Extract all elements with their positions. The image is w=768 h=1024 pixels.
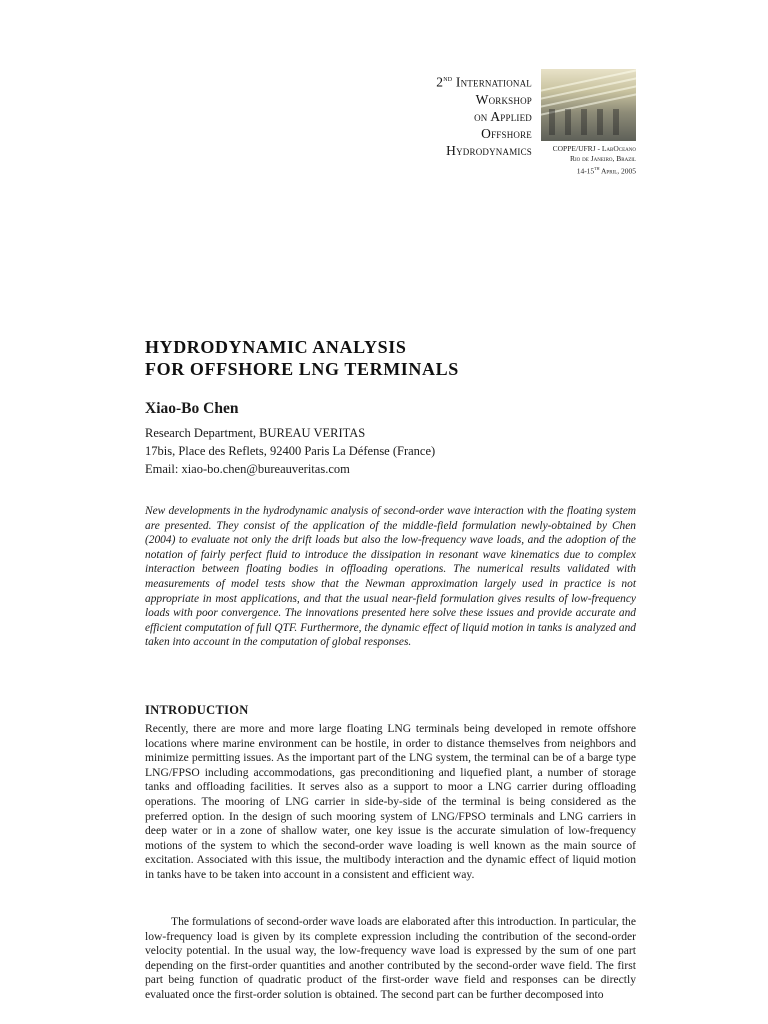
photo-structure [565, 109, 571, 135]
conference-title-line-3: on Applied [474, 108, 532, 124]
conference-title-word: International [455, 74, 532, 90]
conference-title-line-2: Workshop [475, 91, 532, 107]
conference-dates-sup: th [594, 165, 600, 172]
paper-title-line-2: FOR OFFSHORE LNG TERMINALS [145, 359, 459, 379]
abstract: New developments in the hydrodynamic analysis of second-order wave interaction with the floating system are presented. They consist of the application of the middle-field formulation newly-obtained by Chen (2004) to evaluate not only the drift loads but also the low-frequency wave loads, and the adoption of the notation of fairly perfect fluid to introduce the dissipation in resonant wave kinematics due to complex interaction between floating bodies in offloading operations. The numerical results validated with measurements of model tests show that the Newman approximation largely used in practice is not appropriate in most applications, and that the usual near-field formulation gives results of low-frequency loads with poor convergence. The innovations presented here solve these issues and provide accurate and efficient computation of full QTF. Furthermore, the dynamic effect of liquid motion in tanks is analyzed and taken into account in the computation of global responses. [145, 505, 636, 649]
photo-structure [597, 109, 603, 135]
conference-title-line-1 [380, 70, 532, 91]
conference-title-line-5: Hydrodynamics [446, 142, 532, 158]
body-paragraph: Recently, there are more and more large floating LNG terminals being developed in remote offshore locations where marine environment can be hostile, in order to distance themselves from neighbors and minimize permitting issues. As the important part of the LNG system, the terminal can be of a barge type LNG/FPSO including accommodations, gas preconditioning and liquefied plant, a number of storage tanks and offloading facilities. It serves also as a support to moor a LNG carrier during offloading operations. The mooring of LNG carrier in side-by-side of the terminal is being considered as the preferred option. In the design of such mooring system of LNG/FPSO terminals and LNG carriers in deep water or in a zone of shallow water, one key issue is the accurate simulation of low-frequency motions of the system to which the second-order wave loading is well known as the main source of excitation. Associated with this issue, the multibody interaction and the dynamic effect of liquid motion in tanks have to be taken into account in a consistent and efficient way. [145, 722, 636, 881]
conference-info [470, 144, 636, 177]
affiliation-address: 17bis, Place des Reflets, 92400 Paris La Défense (France) [145, 444, 436, 458]
section-heading-introduction: INTRODUCTION [145, 703, 249, 717]
conference-ordinal-suffix: nd [443, 74, 453, 83]
paper-title-line-1: HYDRODYNAMIC ANALYSIS [145, 337, 407, 357]
conference-dates-prefix: 14-15 [576, 166, 595, 176]
author-affiliation [145, 424, 645, 478]
photo-structure [581, 109, 587, 135]
body-paragraph: The formulations of second-order wave loads are elaborated after this introduction. In particular, the low-frequency load is given by its complete expression including the contribution of the second-order velocity potential. In the usual way, the low-frequency wave load is expressed by the sum of one part depending on the first-order quantities and another contributed by the second-order wave field. The first part being function of quadratic product of the first-order wave field and responses can be directly evaluated once the first-order solution is obtained. The second part can be further decomposed into [145, 915, 636, 1001]
conference-location: Rio de Janeiro, Brazil [570, 154, 636, 163]
conference-title-line-4: Offshore [481, 125, 532, 141]
photo-structure [613, 109, 619, 135]
author-email: Email: xiao-bo.chen@bureauveritas.com [145, 462, 350, 476]
photo-structure [549, 109, 555, 135]
conference-dates-rest: April, 2005 [599, 166, 636, 176]
paper-title [145, 336, 645, 380]
conference-photo [541, 69, 636, 141]
author-name: Xiao-Bo Chen [145, 400, 239, 417]
conference-organizer: COPPE/UFRJ - LabOceano [552, 144, 636, 153]
conference-dates [470, 164, 636, 177]
affiliation-department: Research Department, BUREAU VERITAS [145, 426, 366, 440]
conference-ordinal: 2 [436, 74, 444, 90]
